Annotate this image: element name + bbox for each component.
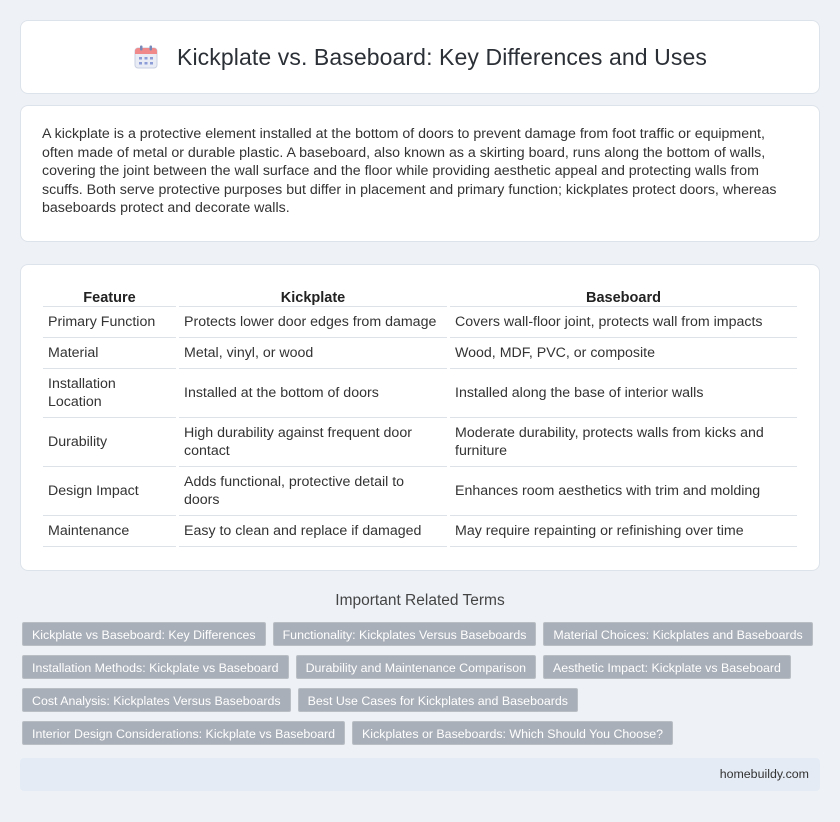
related-term-tag[interactable]: Aesthetic Impact: Kickplate vs Baseboard [543,655,791,679]
calendar-icon [133,44,159,70]
related-term-tag[interactable]: Interior Design Considerations: Kickplate vs Baseboard [22,721,345,745]
comparison-table [40,285,800,547]
table-header-cell: Kickplate [179,285,447,307]
table-cell: Installed along the base of interior walls [450,369,797,418]
table-header-cell: Feature [43,285,176,307]
intro-text: A kickplate is a protective element installed at the bottom of doors to prevent damage from foot traffic or equipment, often made of metal or durable plastic. A baseboard, also known as a skirting board, runs along the bottom of walls, covering the joint between the wall surface and the floor while providing aesthetic appeal and protecting walls from scuffs. Both serve protective purposes but differ in placement and primary function; kickplates protect doors, whereas baseboards protect and decorate walls. [42,126,777,217]
related-term-tag[interactable]: Functionality: Kickplates Versus Baseboards [273,622,537,646]
page-header [20,20,820,94]
table-cell: Installation Location [43,369,176,418]
related-term-tag[interactable]: Installation Methods: Kickplate vs Baseboard [22,655,289,679]
table-cell: Covers wall-floor joint, protects wall from impacts [450,307,797,338]
table-cell: Maintenance [43,516,176,547]
related-term-tag[interactable]: Best Use Cases for Kickplates and Baseboards [298,688,578,712]
related-term-tag[interactable]: Material Choices: Kickplates and Baseboards [543,622,812,646]
table-cell: Wood, MDF, PVC, or composite [450,338,797,369]
table-row [43,369,797,418]
table-cell: Enhances room aesthetics with trim and molding [450,467,797,516]
table-cell: Installed at the bottom of doors [179,369,447,418]
related-term-tag[interactable]: Cost Analysis: Kickplates Versus Baseboards [22,688,291,712]
table-row [43,307,797,338]
table-row [43,467,797,516]
table-cell: Metal, vinyl, or wood [179,338,447,369]
table-cell: Moderate durability, protects walls from kicks and furniture [450,418,797,467]
table-cell: Design Impact [43,467,176,516]
table-cell: Primary Function [43,307,176,338]
related-terms-title: Important Related Terms [335,592,505,609]
table-cell: Durability [43,418,176,467]
table-cell: May require repainting or refinishing over time [450,516,797,547]
comparison-table-card [20,264,820,571]
footer [20,758,820,791]
related-terms-list [22,622,812,754]
intro-card [20,105,820,242]
table-cell: Easy to clean and replace if damaged [179,516,447,547]
table-row [43,418,797,467]
related-term-tag[interactable]: Durability and Maintenance Comparison [296,655,536,679]
table-header-row [43,285,797,307]
table-row [43,338,797,369]
table-cell: Protects lower door edges from damage [179,307,447,338]
table-cell: High durability against frequent door contact [179,418,447,467]
page-title: Kickplate vs. Baseboard: Key Differences and Uses [177,43,707,70]
table-cell: Adds functional, protective detail to doors [179,467,447,516]
table-header-cell: Baseboard [450,285,797,307]
table-row [43,516,797,547]
table-cell: Material [43,338,176,369]
related-term-tag[interactable]: Kickplates or Baseboards: Which Should You Choose? [352,721,673,745]
footer-site-link[interactable]: homebuildy.com [719,767,809,781]
related-term-tag[interactable]: Kickplate vs Baseboard: Key Differences [22,622,266,646]
